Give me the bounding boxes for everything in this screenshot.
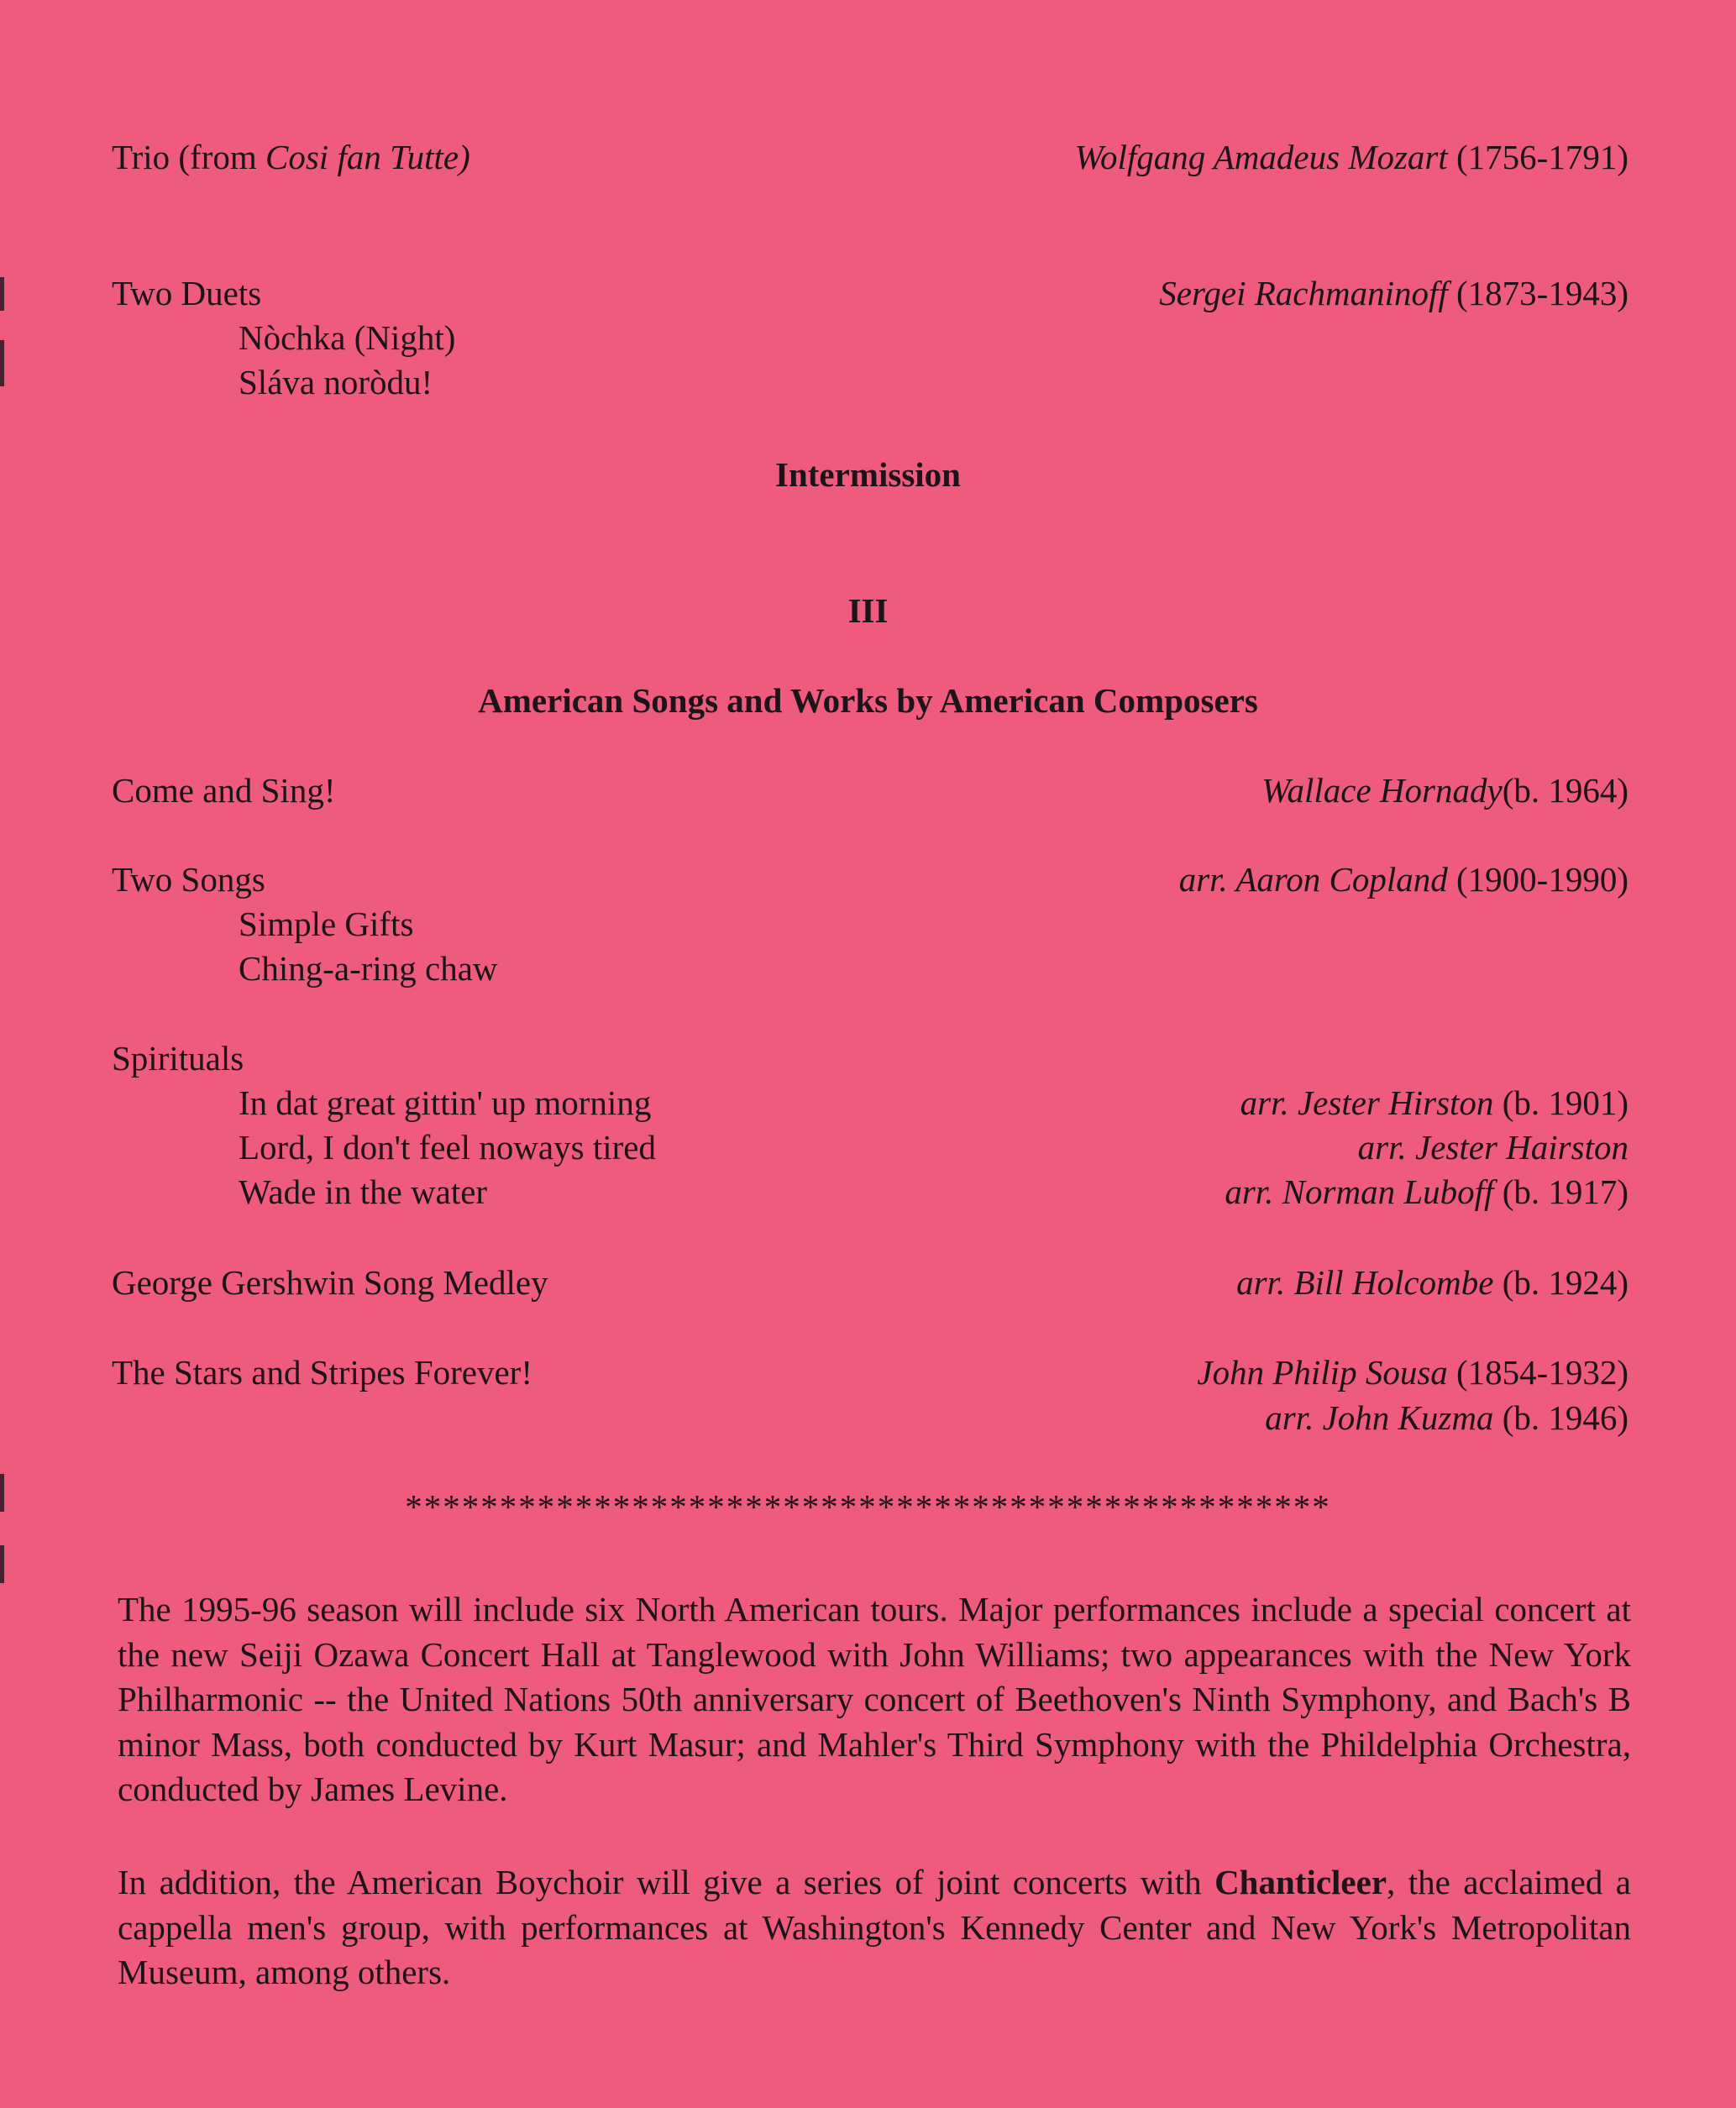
composer: Sergei Rachmaninoff (1873-1943)	[1159, 274, 1628, 312]
composer: John Philip Sousa (1854-1932)	[1197, 1353, 1628, 1392]
composer: Wallace Hornady(b. 1964)	[1261, 771, 1628, 810]
work-title: Spirituals	[112, 1039, 244, 1078]
arranger: arr. John Kuzma (b. 1946)	[1265, 1398, 1628, 1437]
work-title: Trio (from Cosi fan Tutte)	[112, 138, 470, 176]
binding-mark	[0, 1545, 4, 1583]
work-title: The Stars and Stripes Forever!	[112, 1353, 532, 1392]
asterisk-divider: *************************************************	[405, 1487, 1331, 1526]
program-page: Trio (from Cosi fan Tutte) Wolfgang Amadeus Mozart (1756-1791) Two Duets Sergei Rachmaninoff (1873-1943) Nòchka (Night) Sláva noròdu! Intermission III American Songs and Works by American Composers Come and Sing! Wallace Hornady(b. 1964) Two Songs arr. Aaron Copland (1900-1990) Simple Gifts Ching-a-ring chaw Spirituals In dat great gittin' up morning arr. Jester Hirston (b. 1901) Lord, I don't feel noways tired arr. Jester Hairston Wade in the water arr. Norman Luboff (b. 1917) George Gershwin Song Medley arr. Bill Holcombe (b. 1924) The Stars and Stripes Forever! John Philip Sousa (1854-1932) arr. John Kuzma (b. 1946) ************************************************* The 1995-96 season will include six North American tours. Major performances include a special concert at the new Seiji Ozawa Concert Hall at Tanglewood with John Williams; two appearances with the New York Philharmonic -- the United Nations 50th anniversary concert of Beethoven's Ninth Symphony, and Bach's B minor Mass, both conducted by Kurt Masur; and Mahler's Third Symphony with the Phildelphia Orchestra, conducted by James Levine. In addition, the American Boychoir will give a series of joint concerts with Chanticleer, the acclaimed a cappella men's group, with performances at Washington's Kennedy Center and New York's Metropolitan Museum, among others.	[0, 0, 1736, 2108]
binding-mark	[0, 277, 4, 311]
work-title: Come and Sing!	[112, 771, 336, 810]
work-title: Two Duets	[112, 274, 262, 312]
season-paragraph: The 1995-96 season will include six North American tours. Major performances include a special concert at the new Seiji Ozawa Concert Hall at Tanglewood with John Williams; two appearances with the New York Philharmonic -- the United Nations 50th anniversary concert of Beethoven's Ninth Symphony, and Bach's B minor Mass, both conducted by Kurt Masur; and Mahler's Third Symphony with the Phildelphia Orchestra, conducted by James Levine.	[118, 1590, 1631, 1808]
composer: arr. Jester Hairston	[1357, 1128, 1628, 1167]
composer: arr. Norman Luboff (b. 1917)	[1225, 1172, 1628, 1211]
composer: arr. Aaron Copland (1900-1990)	[1178, 860, 1628, 899]
composer: Wolfgang Amadeus Mozart (1756-1791)	[1074, 138, 1628, 176]
work-title: Two Songs	[112, 860, 265, 899]
binding-mark	[0, 340, 4, 386]
chanticleer-paragraph: In addition, the American Boychoir will give a series of joint concerts with Chanticleer, the acclaimed a cappella men's group, with performances at Washington's Kennedy Center and New York's Metropolitan Museum, among others.	[118, 1863, 1632, 1991]
composer: arr. Jester Hirston (b. 1901)	[1240, 1083, 1628, 1122]
composer: arr. Bill Holcombe (b. 1924)	[1236, 1263, 1628, 1302]
work-title: George Gershwin Song Medley	[112, 1263, 548, 1302]
